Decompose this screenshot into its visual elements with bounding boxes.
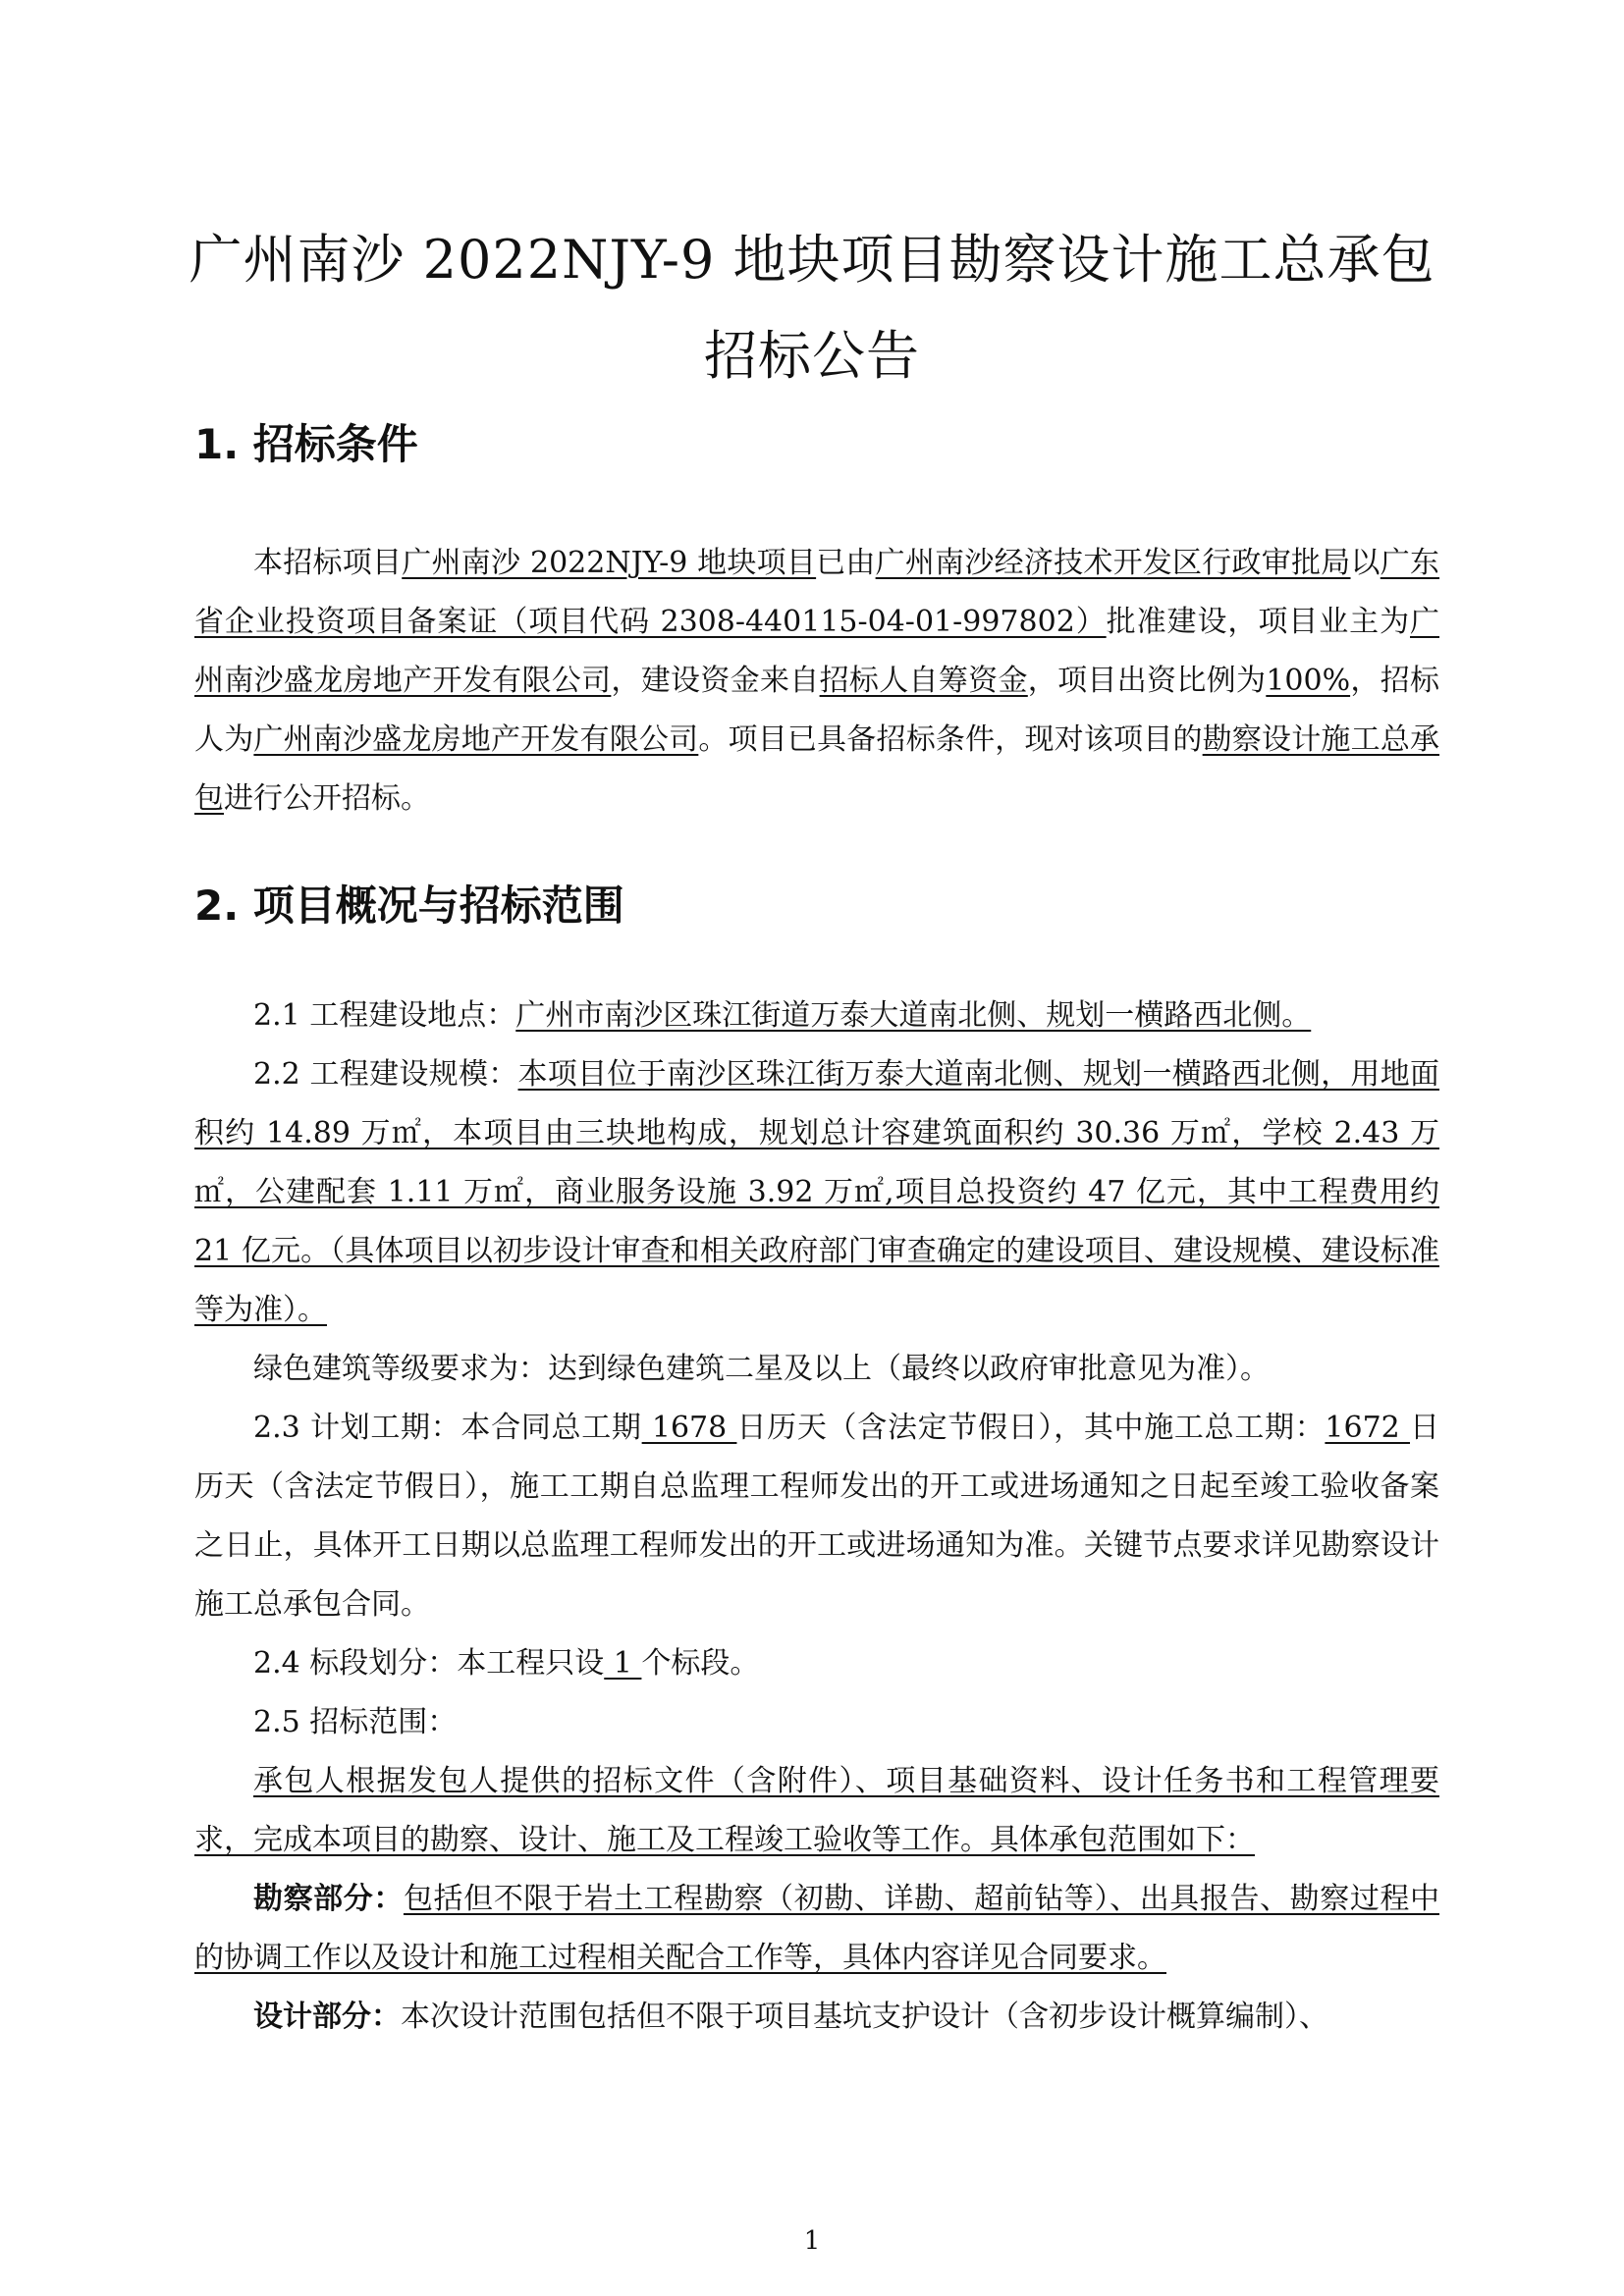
document-title: 广州南沙 2022NJY-9 地块项目勘察设计施工总承包	[189, 229, 1435, 291]
funding-ratio: 100%	[1266, 664, 1351, 698]
project-owner: 广州南沙盛龙房地产开发有限公司	[194, 605, 1440, 698]
tenderer: 广州南沙盛龙房地产开发有限公司	[253, 722, 699, 757]
paragraph-2-5-scope-body: 承包人根据发包人提供的招标文件（含附件）、项目基础资料、设计任务书和工程管理要求，完成本项目的勘察、设计、施工及工程竣工验收等工作。具体承包范围如下：	[194, 1764, 1439, 1857]
paragraph-2-5-scope-label: 2.5 招标范围：	[253, 1705, 458, 1739]
page-number: 1	[803, 2226, 821, 2256]
paragraph-survey-part: 勘察部分：包括但不限于岩土工程勘察（初勘、详勘、超前钻等）、出具报告、勘察过程中的协调工作以及设计和施工过程相关配合工作等，具体内容详见合同要求。	[194, 1882, 1440, 1975]
approval-authority: 广州南沙经济技术开发区行政审批局	[875, 546, 1351, 580]
paragraph-2-3-schedule: 2.3 计划工期：本合同总工期 1678 日历天（含法定节假日），其中施工总工期：1672 日历天（含法定节假日），施工工期自总监理工程师发出的开工或进场通知之日起至竣工验收备案之日止，具体开工日期以总监理工程师发出的开工或进场通知为准。关键节点要求详见勘察设计施工总承包合同。	[194, 1411, 1440, 1622]
section-heading-1: 1. 招标条件	[194, 420, 418, 468]
paragraph-2-4-sections: 2.4 标段划分：本工程只设 1 个标段。	[253, 1646, 760, 1681]
project-name: 广州南沙 2022NJY-9 地块项目	[402, 546, 817, 580]
section-heading-2: 2. 项目概况与招标范围	[194, 881, 624, 930]
paragraph-2-2-scale: 2.2 工程建设规模：本项目位于南沙区珠江街万泰大道南北侧、规划一横路西北侧，用地面积约 14.89 万㎡，本项目由三块地构成，规划总计容建筑面积约 30.36 万㎡，学校 2.43 万㎡，公建配套 1.11 万㎡，商业服务设施 3.92 万㎡,项目总投资约 47 亿元，其中工程费用约 21 亿元。（具体项目以初步设计审查和相关政府部门审查确定的建设项目、建设规模、建设标准等为准）。	[194, 1057, 1440, 1327]
bid-conditions-paragraph: 本招标项目广州南沙 2022NJY-9 地块项目已由广州南沙经济技术开发区行政审批局以广东省企业投资项目备案证（项目代码 2308-440115-04-01-997802）批准建设，项目业主为广州南沙盛龙房地产开发有限公司，建设资金来自招标人自筹资金，项目出资比例为100%，招标人为广州南沙盛龙房地产开发有限公司。项目已具备招标条件，现对该项目的勘察设计施工总承包进行公开招标。	[194, 546, 1440, 816]
funding-source: 招标人自筹资金	[819, 664, 1028, 698]
document-subtitle: 招标公告	[704, 325, 920, 387]
paragraph-2-1-location: 2.1 工程建设地点：广州市南沙区珠江街道万泰大道南北侧、规划一横路西北侧。	[253, 998, 1312, 1033]
approval-document: 广东省企业投资项目备案证（项目代码 2308-440115-04-01-997802）	[194, 546, 1440, 639]
paragraph-design-part: 设计部分：本次设计范围包括但不限于项目基坑支护设计（含初步设计概算编制）、	[253, 2000, 1328, 2034]
tender-scope: 勘察设计施工总承包	[194, 722, 1440, 816]
paragraph-green-building: 绿色建筑等级要求为：达到绿色建筑二星及以上（最终以政府审批意见为准）。	[253, 1352, 1270, 1386]
